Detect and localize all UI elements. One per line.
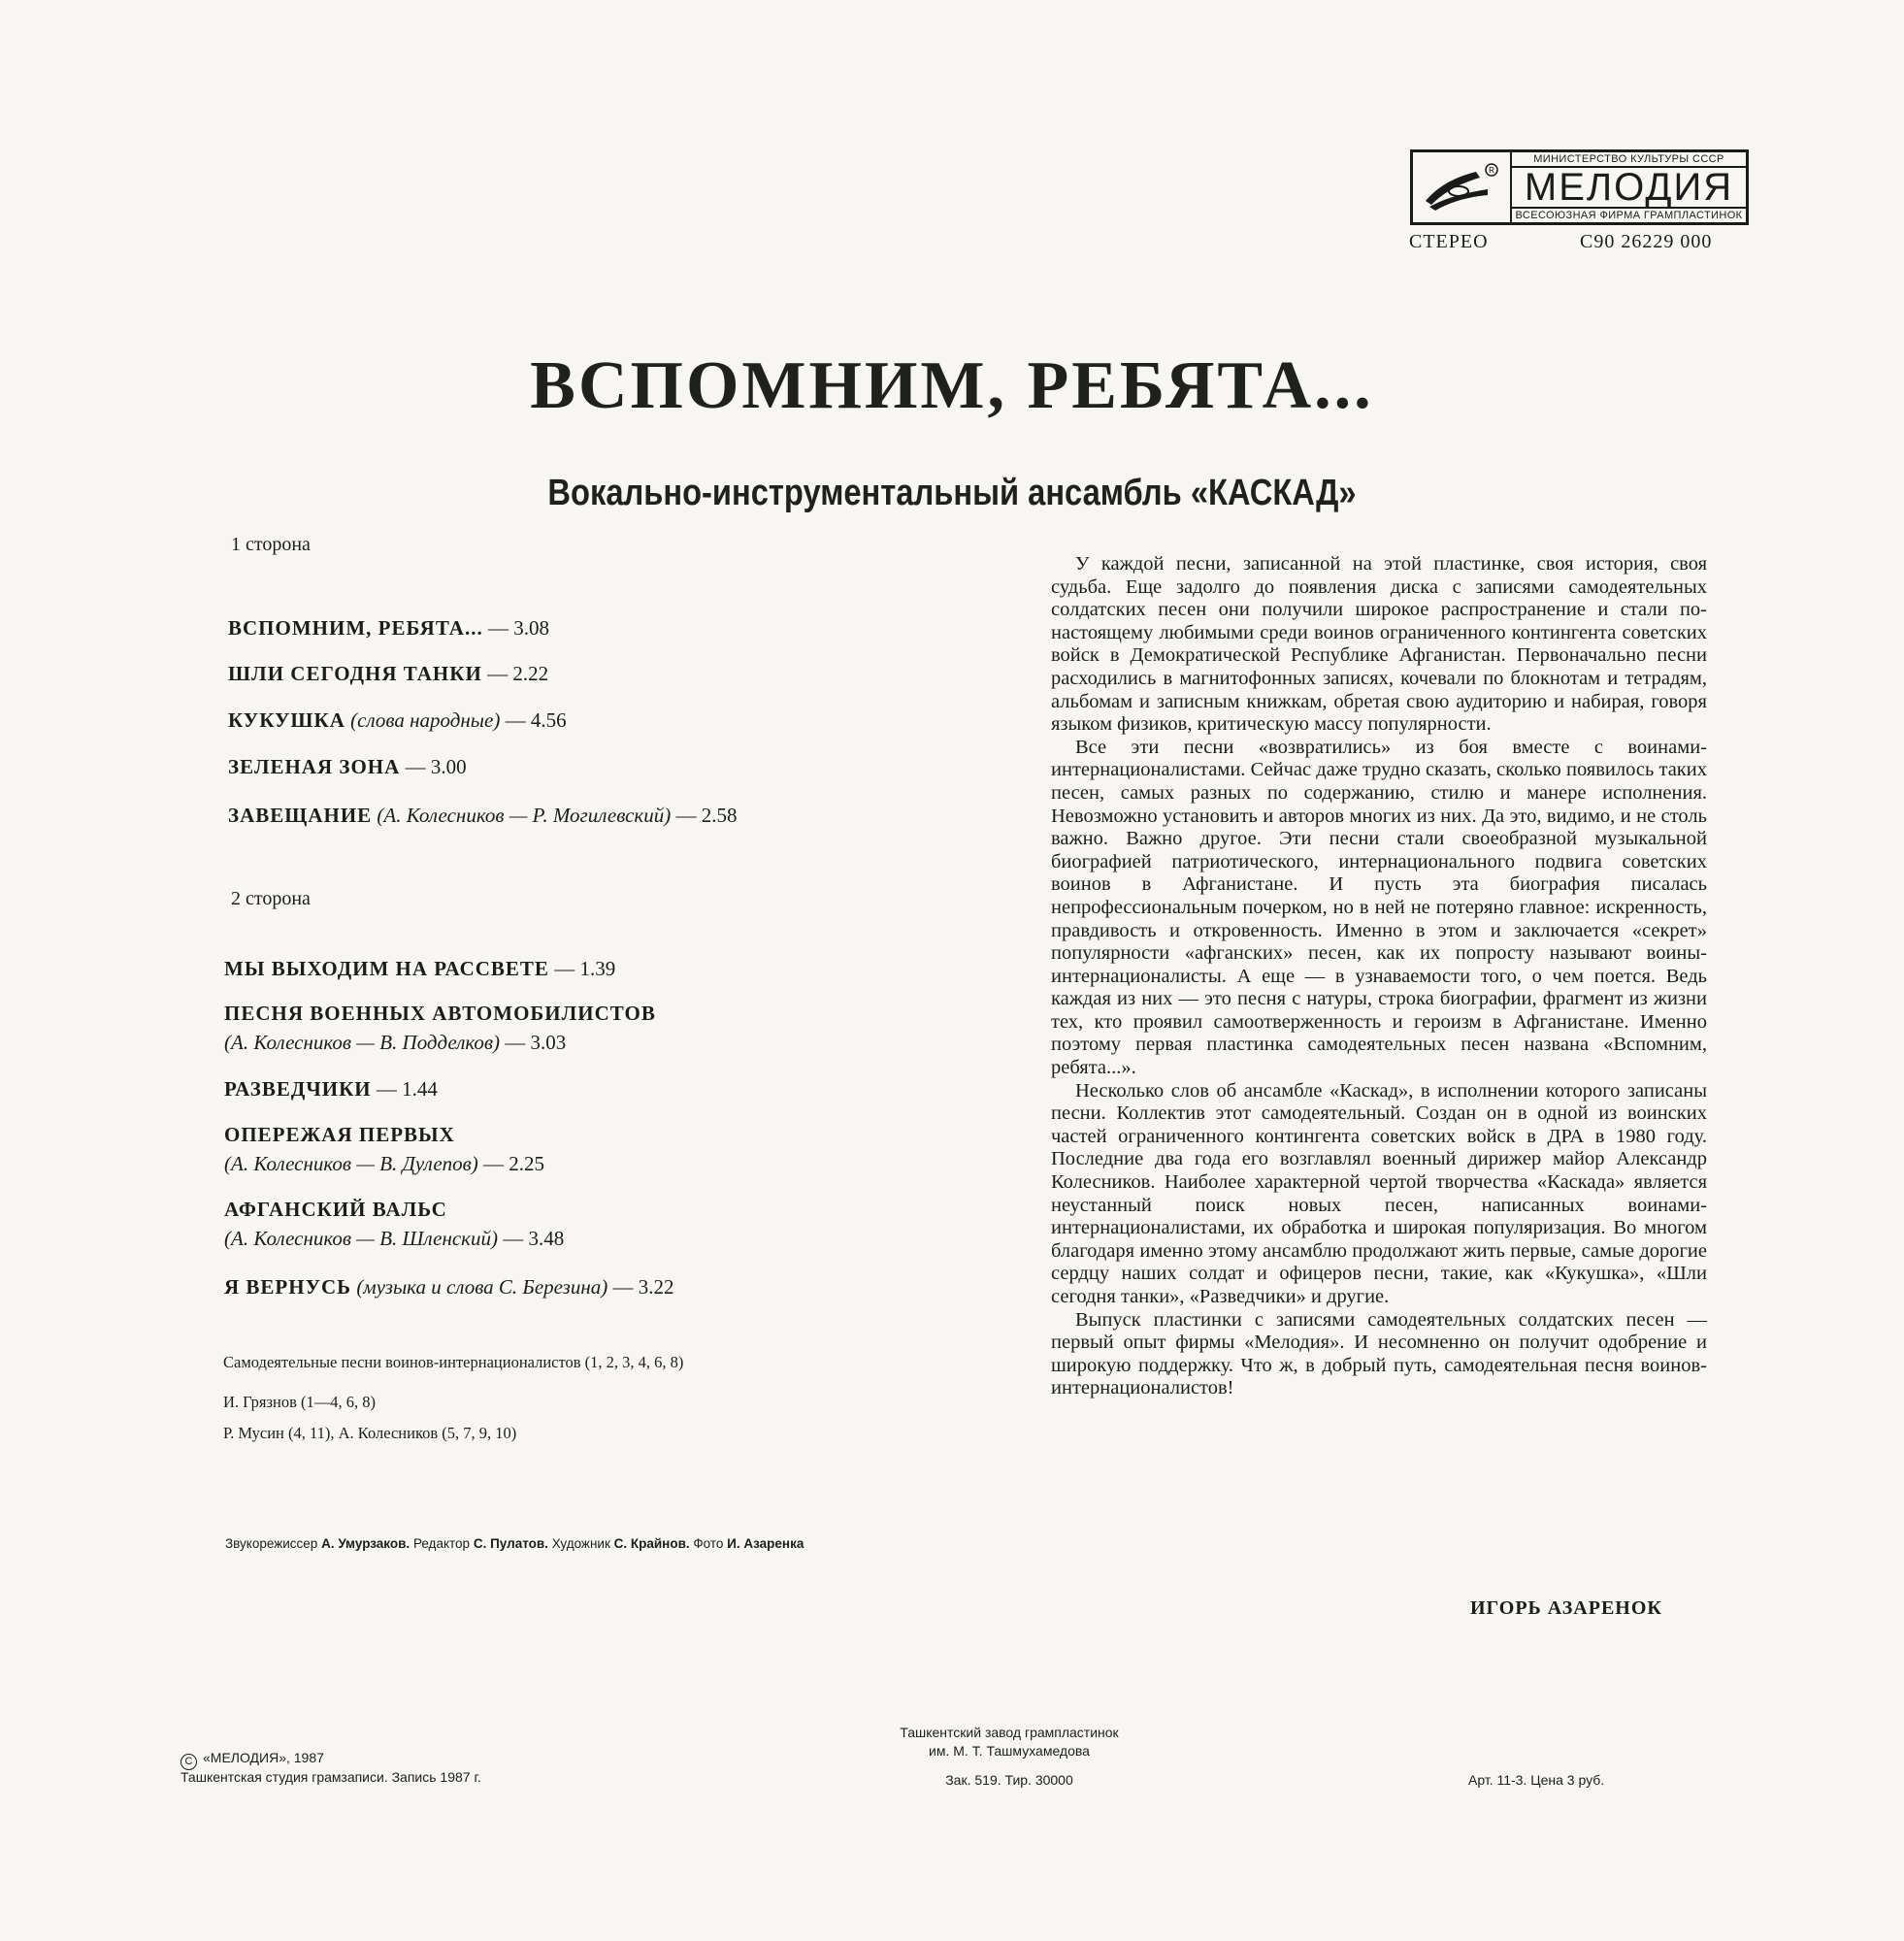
liner-paragraph: У каждой песни, записанной на этой пластинке, своя история, своя судьба. Еще задолго до появления диска с записями самодеятельных солдатских песен они получили широкое распространение и стали по-настоящему любимыми среди воинов ограниченного контингента советских войск в Демократической Республике Афганистан. Первоначально песни расходились в магнитофонных записях, кочевали по блокнотам и тетрадям, альбомам и записным книжкам, обретая свою аудиторию и набирая, говоря языком физиков, критическую массу популярности. xyxy=(1051,553,1707,736)
firm-line: ВСЕСОЮЗНАЯ ФИРМА ГРАМПЛАСТИНОК xyxy=(1512,207,1746,222)
track-7-credit: (А. Колесников — В. Подделков) — 3.03 xyxy=(224,1031,567,1054)
track-3: КУКУШКА (слова народные) — 4.56 xyxy=(228,708,567,732)
track-9-credit: (А. Колесников — В. Дулепов) — 2.25 xyxy=(224,1152,545,1175)
copyright-icon: C xyxy=(181,1754,197,1770)
track-2: ШЛИ СЕГОДНЯ ТАНКИ — 2.22 xyxy=(228,662,549,685)
liner-notes xyxy=(1051,553,1707,1400)
liner-author: ИГОРЬ АЗАРЕНОК xyxy=(1470,1597,1662,1619)
melodiya-label xyxy=(1410,149,1749,225)
staff-credits: Звукорежиссер А. Умурзаков. Редактор С. Пулатов. Художник С. Крайнов. Фото И. Азаренка xyxy=(225,1536,804,1551)
soldier-songs-note: Самодеятельные песни воинов-интернационалистов (1, 2, 3, 4, 6, 8) xyxy=(223,1353,684,1371)
arranger-credit-2: Р. Мусин (4, 11), А. Колесников (5, 7, 9, 10) xyxy=(223,1424,517,1442)
liner-paragraph: Все эти песни «возвратились» из боя вместе с воинами-интернационалистами. Сейчас даже трудно сказать, сколько появилось таких песен, самых разных по содержанию, стилю и манере исполнения. Невозможно установить и авторов многих из них. Да это, видимо, и не столь важно. Важно другое. Эти песни стали своеобразной музыкальной биографией патриотического, интернационального подвига советских воинов в Афганистане. И пусть эта биография писалась непрофессиональным почерком, но в ней не потеряно главное: искренность, правдивость и откровенность. Именно в этом и заключается «секрет» популярности «афганских» песен, как их попросту называют воины-интернационалисты. А еще — в узнаваемости того, о чем поется. Ведь каждая из них — это песня с натуры, строка биографии, фрагмент из жизни тех, кто проявил самоотверженность и героизм в Афганистане. Именно поэтому первая пластинка самодеятельных песен названа «Вспомним, ребята...». xyxy=(1051,736,1707,1079)
track-11: Я ВЕРНУСЬ (музыка и слова С. Березина) — 3.22 xyxy=(224,1275,674,1299)
factory-line-1: Ташкентский завод грампластинок xyxy=(900,1725,1119,1740)
copyright-line: C «МЕЛОДИЯ», 1987 xyxy=(181,1749,324,1770)
price-line: Арт. 11-3. Цена 3 руб. xyxy=(1468,1772,1605,1788)
arranger-credit-1: И. Грязнов (1—4, 6, 8) xyxy=(223,1393,377,1411)
stereo-mark: СТЕРЕО xyxy=(1409,231,1489,252)
ministry-line: МИНИСТЕРСТВО КУЛЬТУРЫ СССР xyxy=(1512,152,1746,168)
catalog-number: С90 26229 000 xyxy=(1580,231,1713,252)
liner-paragraph: Выпуск пластинки с записями самодеятельных солдатских песен — первый опыт фирмы «Мелодия». И несомненно он получит одобрение и широкую поддержку. Что ж, в добрый путь, самодеятельная песня воинов-интернационалистов! xyxy=(1051,1308,1707,1399)
track-1: ВСПОМНИМ, РЕБЯТА... — 3.08 xyxy=(228,616,549,640)
album-title: ВСПОМНИМ, РЕБЯТА... xyxy=(530,348,1374,423)
factory-line-2: им. М. Т. Ташмухамедова xyxy=(929,1743,1090,1759)
side-2-heading: 2 сторона xyxy=(231,888,311,909)
track-7: ПЕСНЯ ВОЕННЫХ АВТОМОБИЛИСТОВ xyxy=(224,1002,656,1025)
melodiya-logo-icon xyxy=(1413,152,1512,222)
studio-line: Ташкентская студия грамзаписи. Запись 1987 г. xyxy=(181,1769,481,1785)
album-subtitle: Вокально-инструментальный ансамбль «КАСКАД» xyxy=(547,473,1357,513)
label-brand: МЕЛОДИЯ xyxy=(1524,166,1734,209)
track-5: ЗАВЕЩАНИЕ (А. Колесников — Р. Могилевский) — 2.58 xyxy=(228,804,738,827)
liner-paragraph: Несколько слов об ансамбле «Каскад», в исполнении которого записаны песни. Коллектив этот самодеятельный. Создан он в одной из воинских частей ограниченного контингента советских войск в ДРА в 1980 году. Последние два года его возглавлял военный дирижер майор Александр Колесников. Наиболее характерной чертой творчества «Каскада» является неустанный поиск новых песен, написанных воинами-интернационалистами, их обработка и широкая популяризация. Во многом благодаря именно этому ансамблю продолжают жить первые, самые дорогие сердцу наших солдат и офицеров песни, такие, как «Кукушка», «Шли сегодня танки», «Разведчики» и другие. xyxy=(1051,1079,1707,1307)
track-10-credit: (А. Колесников — В. Шленский) — 3.48 xyxy=(224,1227,565,1250)
svg-text:R: R xyxy=(1489,166,1494,175)
track-8: РАЗВЕДЧИКИ — 1.44 xyxy=(224,1077,438,1101)
side-1-heading: 1 сторона xyxy=(231,534,311,555)
track-6: МЫ ВЫХОДИМ НА РАССВЕТЕ — 1.39 xyxy=(224,957,616,980)
order-print-run: Зак. 519. Тир. 30000 xyxy=(945,1772,1073,1788)
track-10: АФГАНСКИЙ ВАЛЬС xyxy=(224,1198,447,1221)
track-4: ЗЕЛЕНАЯ ЗОНА — 3.00 xyxy=(228,755,467,778)
track-9: ОПЕРЕЖАЯ ПЕРВЫХ xyxy=(224,1123,455,1146)
